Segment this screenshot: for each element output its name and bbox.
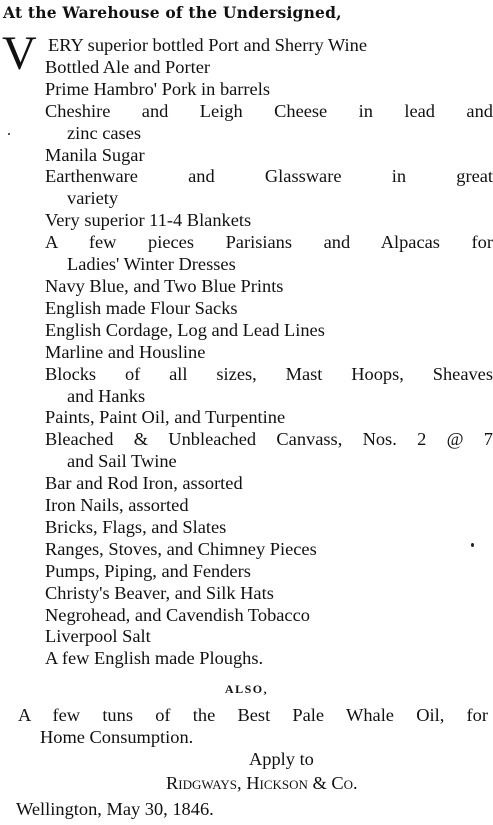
list-item [45,583,493,605]
list-item-text: Negrohead, and Cavendish Tobacco [45,604,310,625]
list-item-text: English Cordage, Log and Lead Lines [45,319,325,340]
list-item-text: Bar and Rod Iron, assorted [45,473,243,494]
list-item [45,539,493,561]
list-item [45,429,493,473]
list-item-continuation: zinc cases [67,122,142,143]
list-item-text: Bricks, Flags, and Slates [45,516,227,537]
list-item-continuation: and Sail Twine [67,451,177,472]
list-item-text: Bottled Ale and Porter [45,56,210,77]
whale-oil-line-2: Home Consumption. [40,727,194,747]
dateline: Wellington, May 30, 1846. [16,799,214,819]
list-item-text: Iron Nails, assorted [45,495,189,516]
list-item [45,79,493,101]
list-item [45,57,493,79]
list-item-text: Manila Sugar [45,144,145,165]
also-label: ALSO, [224,682,269,696]
list-item-text: English made Flour Sacks [45,297,238,318]
list-item-continuation: and Hanks [67,385,146,406]
list-item [45,320,493,342]
apply-to-label: Apply to [249,749,314,769]
list-item [45,626,493,648]
list-item-text: Liverpool Salt [45,626,151,647]
merchant-signature: Ridgways, Hickson & Co. [166,773,358,793]
list-item-text: ERY superior bottled Port and Sherry Wine [48,35,368,55]
list-item [45,364,493,408]
list-item [45,35,493,57]
list-item [45,276,493,298]
print-speck [471,543,474,547]
print-speck [8,133,10,135]
list-item-text: Prime Hambro' Pork in barrels [45,78,270,99]
list-item [45,495,493,517]
list-item [45,210,493,232]
list-item [45,648,493,670]
list-item-text: Paints, Paint Oil, and Turpentine [45,407,286,428]
list-item-text: Earthenware and Glassware in great [45,166,493,187]
list-item [45,407,493,429]
list-item [45,101,493,145]
list-item-text: Navy Blue, and Two Blue Prints [45,275,284,296]
list-item-text: Christy's Beaver, and Silk Hats [45,582,274,603]
list-item [45,166,493,210]
list-item-text: Bleached & Unbleached Canvass, Nos. 2 @ 7 [45,429,493,450]
list-item-text: A few English made Ploughs. [45,648,264,669]
whale-oil-line-1: A few tuns of the Best Pale Whale Oil, for [18,705,488,725]
list-item-text: Blocks of all sizes, Mast Hoops, Sheaves [45,363,493,384]
list-item [45,342,493,364]
list-item-text: A few pieces Parisians and Alpacas for [45,232,493,253]
list-item [45,232,493,276]
list-item-text: Marline and Housline [45,341,206,362]
list-item-text: Ranges, Stoves, and Chimney Pieces [45,538,317,559]
whale-oil-notice [18,704,488,748]
list-item [45,145,493,167]
list-item-continuation: Ladies' Winter Dresses [67,254,236,275]
goods-list [45,35,493,670]
list-item [45,517,493,539]
ad-heading: At the Warehouse of the Undersigned, [3,3,342,22]
list-item [45,561,493,583]
list-item [45,298,493,320]
list-item [45,473,493,495]
list-item-continuation: variety [67,188,119,209]
drop-cap-letter: V [2,27,37,80]
list-item-text: Pumps, Piping, and Fenders [45,560,251,581]
list-item-text: Cheshire and Leigh Cheese in lead and [45,100,493,121]
list-item [45,605,493,627]
list-item-text: Very superior 11-4 Blankets [45,210,252,231]
